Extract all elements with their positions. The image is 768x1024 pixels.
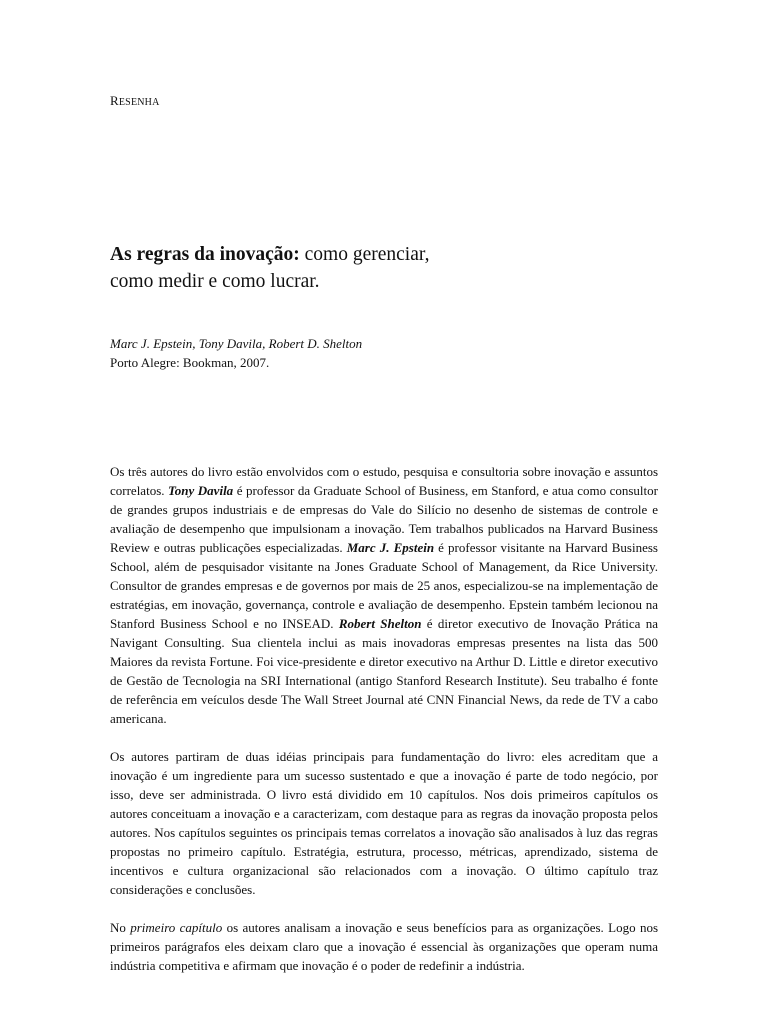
book-authors: Marc J. Epstein, Tony Davila, Robert D. Shelton	[110, 336, 363, 351]
book-title	[110, 241, 670, 295]
p3-text-2: os autores analisam a inovação e seus benefícios para as organizações. Logo nos primeiros parágrafos eles deixam claro que a inovação é essencial às organizações que operam numa indústria competitiva e afirmam que inovação é o poder de redefinir a indústria.	[110, 920, 659, 973]
p1-text-1: Os três autores do livro estão envolvidos com o estudo, pesquisa e consultoria sobre inovação e assuntos correlatos.	[110, 464, 658, 498]
author-name-shelton: Robert Shelton	[338, 616, 422, 631]
book-publication: Porto Alegre: Bookman, 2007.	[110, 355, 270, 370]
paragraph-authors	[110, 462, 658, 728]
p1-text-2: é professor da Graduate School of Business, em Stanford, e atua como consultor de grandes grupos industriais e de empresas do Vale do Silício no desenho de sistemas de controle e avaliação de desempenho que impulsionam a inovação. Tem trabalhos publicados na Harvard Business Review e outras publicações especializadas.	[110, 483, 658, 555]
book-title-rest: como gerenciar,	[299, 244, 430, 265]
p1-text-4: é diretor executivo de Inovação Prática na Navigant Consulting. Sua clientela inclui as mais inovadoras empresas presentes na lista das 500 Maiores da revista Fortune. Foi vice-presidente e diretor executivo na Arthur D. Little e diretor executivo de Gestão de Tecnologia na SRI International (antigo Stanford Research Institute). Seu trabalho é fonte de referência em veículos desde The Wall Street Journal até CNN Financial News, da rede de TV a cabo americana.	[110, 616, 659, 726]
p3-emphasis: primeiro capítulo	[130, 920, 223, 935]
p1-text-3: é professor visitante na Harvard Business School, além de pesquisador visitante na Jones Graduate School of Management, da Rice University. Consultor de grandes empresas e de governos por mais de 25 anos, especializou-se na implementação de estratégias, em inovação, governança, controle e avaliação de desempenho. Epstein também lecionou na Stanford Business School e no INSEAD.	[110, 540, 658, 631]
paragraph-first-chapter	[110, 918, 658, 975]
p3-text-1: No	[110, 920, 131, 935]
book-byline	[110, 334, 362, 372]
section-label	[110, 93, 160, 109]
author-name-davila: Tony Davila	[168, 483, 234, 498]
section-label-rest: ESENHA	[118, 97, 160, 108]
section-label-initial: R	[110, 93, 119, 108]
book-title-line2: como medir e como lucrar.	[110, 271, 320, 292]
review-body	[110, 462, 658, 994]
book-title-bold: As regras da inovação:	[110, 244, 300, 265]
author-name-epstein: Marc J. Epstein	[346, 540, 435, 555]
paragraph-structure: Os autores partiram de duas idéias principais para fundamentação do livro: eles acreditam que a inovação é um ingrediente para um sucesso sustentado e que a inovação é parte de todo negócio, por isso, deve ser administrada. O livro está dividido em 10 capítulos. Nos dois primeiros capítulos os autores conceituam a inovação e a caracterizam, com destaque para as regras da inovação proposta pelos autores. Nos capítulos seguintes os principais temas correlatos a inovação são analisados à luz das regras propostas no primeiro capítulo. Estratégia, estrutura, processo, métricas, aprendizado, sistema de incentivos e cultura organizacional são relacionados com a inovação. O último capítulo traz considerações e conclusões.	[110, 749, 658, 897]
